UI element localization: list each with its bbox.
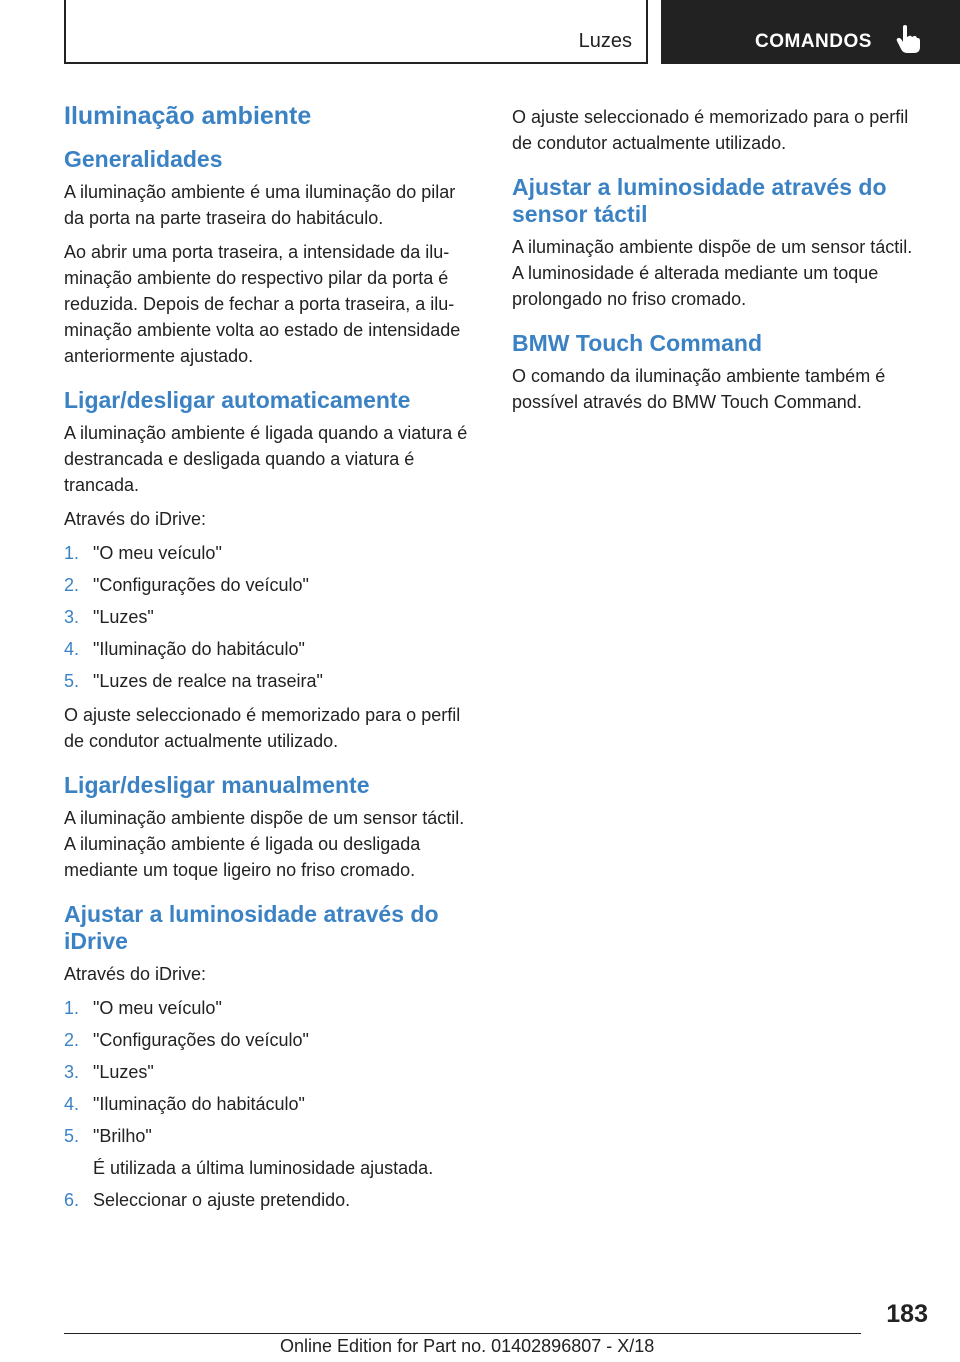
list-item (64, 995, 478, 1021)
step-text: "Iluminação do habitáculo" (93, 639, 305, 659)
footer-divider (64, 1333, 861, 1334)
step-number: 6. (64, 1190, 80, 1210)
page-title: Iluminação ambiente (64, 102, 312, 130)
step-number: 3. (64, 607, 80, 627)
header-chapter-box (64, 0, 648, 64)
list-item (64, 572, 478, 598)
paragraph: A iluminação ambiente dispõe de um sensor táctil. A luminosidade é alterada mediante um toque prolongado no friso cromado. (512, 237, 913, 309)
steps-list-auto (64, 540, 478, 694)
step-number: 5. (64, 1126, 80, 1146)
step-text: "Luzes" (93, 607, 154, 627)
step-text: "Configurações do veículo" (93, 1030, 309, 1050)
left-column (64, 100, 478, 1221)
list-item (64, 1027, 478, 1053)
heading-brightness-idrive: Ajustar a luminosidade através do iDrive (64, 901, 439, 954)
heading-generalidades: Generalidades (64, 146, 223, 172)
step-number: 4. (64, 1094, 80, 1114)
step-number: 3. (64, 1062, 80, 1082)
page-number: 183 (886, 1300, 928, 1328)
step-text: "Configurações do veículo" (93, 575, 309, 595)
list-item (64, 1187, 478, 1213)
section-title: COMANDOS (755, 31, 872, 52)
paragraph: O comando da iluminação ambiente também é possível através do BMW Touch Command. (512, 366, 886, 412)
list-item (64, 1091, 478, 1117)
step-text: "Luzes" (93, 1062, 154, 1082)
paragraph: O ajuste seleccionado é memorizado para o perfil de condutor actualmente utilizado. (64, 705, 461, 751)
steps-list-brightness (64, 995, 478, 1213)
step-text: "Brilho" (93, 1126, 152, 1146)
paragraph: Através do iDrive: (64, 964, 207, 984)
heading-manual-switch: Ligar/desligar manualmente (64, 772, 370, 798)
step-number: 2. (64, 575, 80, 595)
step-text: "O meu veículo" (93, 998, 222, 1018)
header-section-tab (661, 0, 960, 64)
list-item (64, 604, 478, 630)
step-text: "Luzes de realce na traseira" (93, 671, 323, 691)
list-item (64, 1123, 478, 1181)
step-text: "Iluminação do habitáculo" (93, 1094, 305, 1114)
right-column (512, 104, 926, 423)
list-item (64, 668, 478, 694)
heading-brightness-sensor: Ajustar a luminosidade através do sensor táctil (512, 174, 887, 227)
heading-touch-command: BMW Touch Command (512, 330, 762, 356)
paragraph: A iluminação ambiente dispõe de um sensor táctil. A iluminação ambiente é ligada ou desligada mediante um toque ligeiro no friso cromado. (64, 808, 465, 880)
step-number: 2. (64, 1030, 80, 1050)
chapter-title: Luzes (578, 30, 632, 52)
paragraph: A iluminação ambiente é ligada quando a viatura é destrancada e desligada quando a viatura é trancada. (64, 423, 468, 495)
heading-auto-switch: Ligar/desligar automaticamente (64, 387, 411, 413)
step-number: 4. (64, 639, 80, 659)
step-text: Seleccionar o ajuste pretendido. (93, 1190, 351, 1210)
step-subtext: É utilizada a última luminosidade ajustada. (93, 1158, 434, 1178)
step-number: 1. (64, 543, 80, 563)
paragraph: O ajuste seleccionado é memorizado para o perfil de condutor actualmente utilizado. (512, 107, 909, 153)
list-item (64, 636, 478, 662)
step-number: 5. (64, 671, 80, 691)
paragraph: A iluminação ambiente é uma iluminação do pilar da porta na parte traseira do habitáculo. (64, 182, 456, 228)
paragraph: Ao abrir uma porta traseira, a intensidade da iluminação ambiente do respectivo pilar da porta é reduzida. Depois de fechar a porta traseira, a iluminação ambiente volta ao estado de intensidade anteriormente ajustado. (64, 242, 461, 366)
list-item (64, 1059, 478, 1085)
list-item (64, 540, 478, 566)
paragraph: Através do iDrive: (64, 509, 207, 529)
pointing-hand-icon (895, 24, 921, 54)
step-text: "O meu veículo" (93, 543, 222, 563)
footer-edition-text: Online Edition for Part no. 01402896807 - X/18 (280, 1336, 655, 1356)
step-number: 1. (64, 998, 80, 1018)
